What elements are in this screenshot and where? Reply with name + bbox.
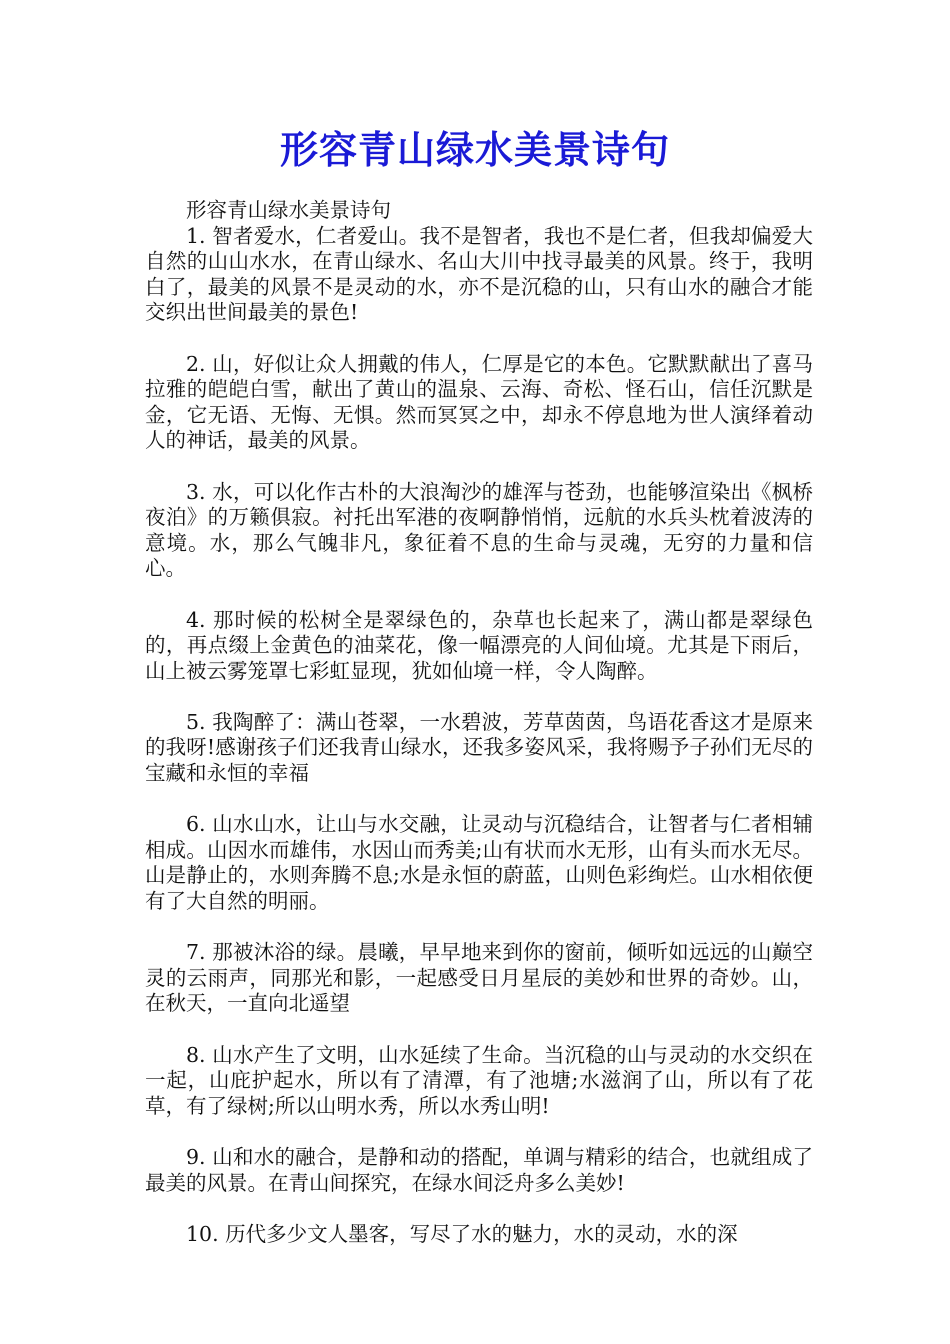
document-title: 形容青山绿水美景诗句: [279, 128, 670, 172]
paragraph-4: 4. 那时候的松树全是翠绿色的，杂草也长起来了，满山都是翠绿色的，再点缀上金黄色的油菜花，像一幅漂亮的人间仙境。尤其是下雨后，山上被云雾笼罩七彩虹显现，犹如仙境一样，令人陶醉。: [145, 607, 813, 683]
paragraph-8: 8. 山水产生了文明，山水延续了生命。当沉稳的山与灵动的水交织在一起，山庇护起水，所以有了清潭，有了池塘;水滋润了山，所以有了花草，有了绿树;所以山明水秀，所以水秀山明!: [145, 1042, 813, 1118]
document-body: [145, 198, 813, 1273]
paragraph-1: 1. 智者爱水，仁者爱山。我不是智者，我也不是仁者，但我却偏爱大自然的山山水水，在青山绿水、名山大川中找寻最美的风景。终于，我明白了，最美的风景不是灵动的水，亦不是沉稳的山，只有山水的融合才能交织出世间最美的景色!: [145, 223, 813, 325]
paragraph-3: 3. 水，可以化作古朴的大浪淘沙的雄浑与苍劲，也能够渲染出《枫桥夜泊》的万籁俱寂。衬托出军港的夜啊静悄悄，远航的水兵头枕着波涛的意境。水，那么气魄非凡，象征着不息的生命与灵魂，无穷的力量和信心。: [145, 479, 813, 581]
paragraph-2: 2. 山，好似让众人拥戴的伟人，仁厚是它的本色。它默默献出了喜马拉雅的皑皑白雪，献出了黄山的温泉、云海、奇松、怪石山，信任沉默是金，它无语、无悔、无惧。然而冥冥之中，却永不停息地为世人演绎着动人的神话，最美的风景。: [145, 351, 813, 453]
paragraph-6: 6. 山水山水，让山与水交融，让灵动与沉稳结合，让智者与仁者相辅相成。山因水而雄伟，水因山而秀美;山有状而水无形，山有头而水无尽。山是静止的，水则奔腾不息;水是永恒的蔚蓝，山则色彩绚烂。山水相依便有了大自然的明丽。: [145, 812, 813, 914]
paragraph-9: 9. 山和水的融合，是静和动的搭配，单调与精彩的结合，也就组成了最美的风景。在青山间探究，在绿水间泛舟多么美妙!: [145, 1144, 813, 1195]
paragraph-10: 10. 历代多少文人墨客，写尽了水的魅力，水的灵动，水的深: [186, 1221, 738, 1246]
paragraph-5: 5. 我陶醉了：满山苍翠，一水碧波，芳草茵茵，鸟语花香这才是原来的我呀!感谢孩子们还我青山绿水，还我多姿风采，我将赐予子孙们无尽的宝藏和永恒的幸福: [145, 709, 813, 786]
paragraph-7: 7. 那被沐浴的绿。晨曦，早早地来到你的窗前，倾听如远远的山巅空灵的云雨声，同那光和影，一起感受日月星辰的美妙和世界的奇妙。山，在秋天，一直向北遥望: [145, 940, 813, 1016]
document-subtitle: 形容青山绿水美景诗句: [186, 198, 391, 222]
